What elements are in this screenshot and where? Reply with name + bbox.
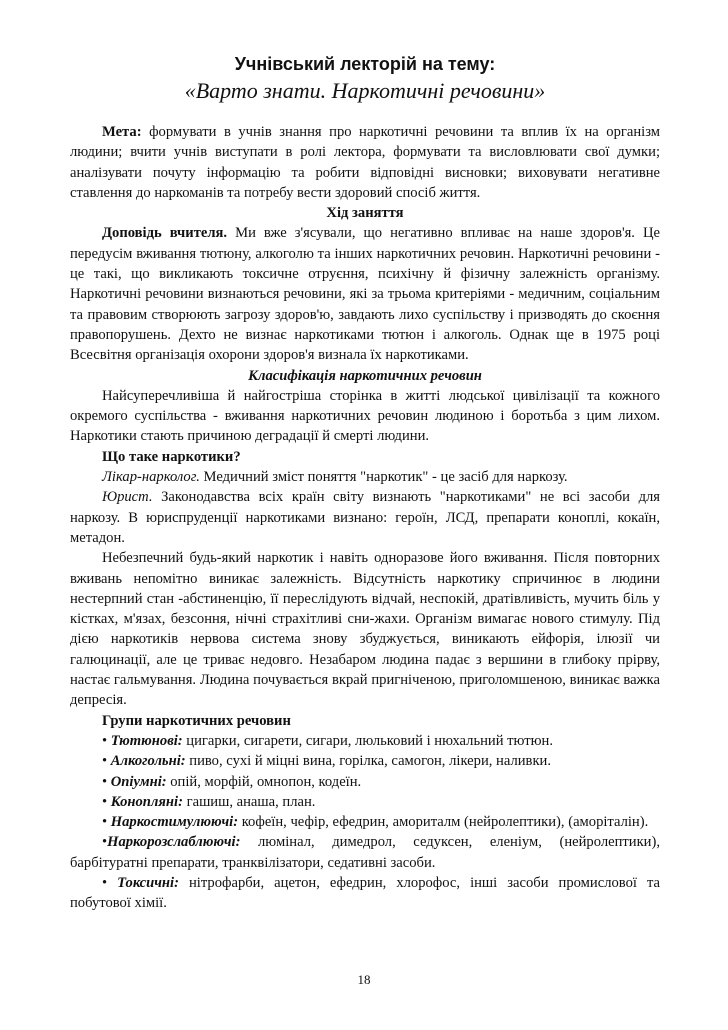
group-name: Опіумні: [110,773,167,790]
goal-text: формувати в учнів знання про наркотичні речовини та вплив їх на організм людини; вчити учнів виступати в ролі лектора, формувати та висловлювати свої думки; аналізувати почуту інформацію та робити відповідні висновки; виховувати негативне ставлення до наркоманів та потребу вести здоровий спосіб життя. [70,124,660,201]
group-items: кофеїн, чефір, ефедрин, амориталм (нейролептики), (аморіталін). [238,814,649,831]
group-item-alcohol [70,751,660,771]
bullet-icon: • [102,814,108,831]
lawyer-label: Юрист. [102,489,153,506]
bullet-icon: • [102,874,108,891]
bullet-icon: • [102,732,108,749]
goal-paragraph [70,122,660,203]
page-number: 18 [357,972,371,987]
doctor-label: Лікар-нарколог. [102,469,200,486]
page-subtitle: «Варто знати. Наркотичні речовини» [184,78,546,103]
group-items: опій, морфій, омнопон, кодеїн. [166,773,362,790]
group-item-cannabis [70,792,660,812]
group-item-stimulants [70,812,660,832]
group-items: пиво, сухі й міцні вина, горілка, самогон, лікери, наливки. [185,753,551,770]
group-name: Тютюнові: [110,732,183,749]
bullet-icon: • [102,753,108,770]
groups-heading: Групи наркотичних речовин [102,712,291,729]
lesson-heading: Хід заняття [326,205,404,222]
goal-label: Мета: [102,124,142,140]
page-title: Учнівський лекторій на тему: [234,54,496,74]
classification-heading: Класифікація наркотичних речовин [248,367,482,384]
group-item-opium [70,772,660,792]
group-name: Наркостимулюючі: [110,814,239,831]
group-items: гашиш, анаша, план. [182,793,316,810]
question-heading: Що таке наркотики? [102,448,241,465]
bullet-icon: • [102,773,108,790]
teacher-text: Ми вже з'ясували, що негативно впливає на наше здоров'я. Це передусім вживання тютюну, алкоголю та інших наркотичних речовин. Наркотичні речовини - це такі, що викликають токсичне отруєння, психічну й фізичну залежність організму. Наркотичні речовини визнаються речовини, які за трьома критеріями - медичним, соціальним та правовим створюють загрозу здоров'ю, завдають лихо суспільству і призводять до скоєння правопорушень. Дехто не визнає наркотиками тютюн і алкоголь. Однак ще в 1975 році Всесвітня організація охорони здоров'я визнала їх наркотиками. [70,225,660,364]
teacher-paragraph [70,223,660,365]
intro-paragraph: Найсуперечливіша й найгостріша сторінка в житті людської цивілізації та кожного окремого суспільства - вживання наркотичних речовин людиною і боротьба з цим лихом. Наркотики стають причиною деградації й смерті людини. [70,387,660,445]
group-items: нітрофарби, ацетон, ефедрин, хлорофос, інші засоби промислової та побутової хімії. [70,874,660,912]
danger-paragraph: Небезпечний будь-який наркотик і навіть одноразове його вживання. Після повторних вживань непомітно виникає залежність. Відсутність наркотику спричинює в людини нестерпний стан -абстиненцію, її переслідують відчай, неспокій, дратівливість, мучить біль у кістках, м'язах, безсоння, нічні страхітливі сни-жахи. Організм вимагає нового стимулу. Під дією наркотиків нервова система знову збуджується, виникають ейфорія, ілюзії чи галюцинації, але це триває недовго. Незабаром людина падає з вершини в глибоку прірву, настає гальмування. Людина почувається вкрай пригніченою, приголомшеною, виникає важка депресія. [70,550,660,709]
lawyer-text: Законодавства всіх країн світу визнають "наркотиками" не всі засоби для наркозу. В юриспруденції наркотиками визнано: героїн, ЛСД, препарати коноплі, кокаїн, метадон. [70,489,660,546]
group-item-tobacco [70,731,660,751]
group-item-toxic [70,873,660,914]
bullet-icon: • [102,793,108,810]
lawyer-paragraph [70,487,660,548]
group-items: цигарки, сигарети, сигари, люльковий і нюхальний тютюн. [182,732,554,749]
group-item-relaxants [70,832,660,873]
group-name: Конопляні: [110,793,183,810]
group-name: Наркорозслаблюючі: [107,834,241,851]
group-name: Токсичні: [117,874,179,891]
teacher-label: Доповідь вчителя. [102,225,228,242]
doctor-paragraph [70,467,660,487]
bullet-icon: • [102,834,108,851]
group-name: Алкогольні: [110,753,186,770]
doctor-text: Медичний зміст поняття "наркотик" - це засіб для наркозу. [199,469,568,486]
group-items: люмінал, димедрол, седуксен, еленіум, (нейролептики), барбітуратні препарати, транквілізатори, седативні засоби. [70,834,660,871]
